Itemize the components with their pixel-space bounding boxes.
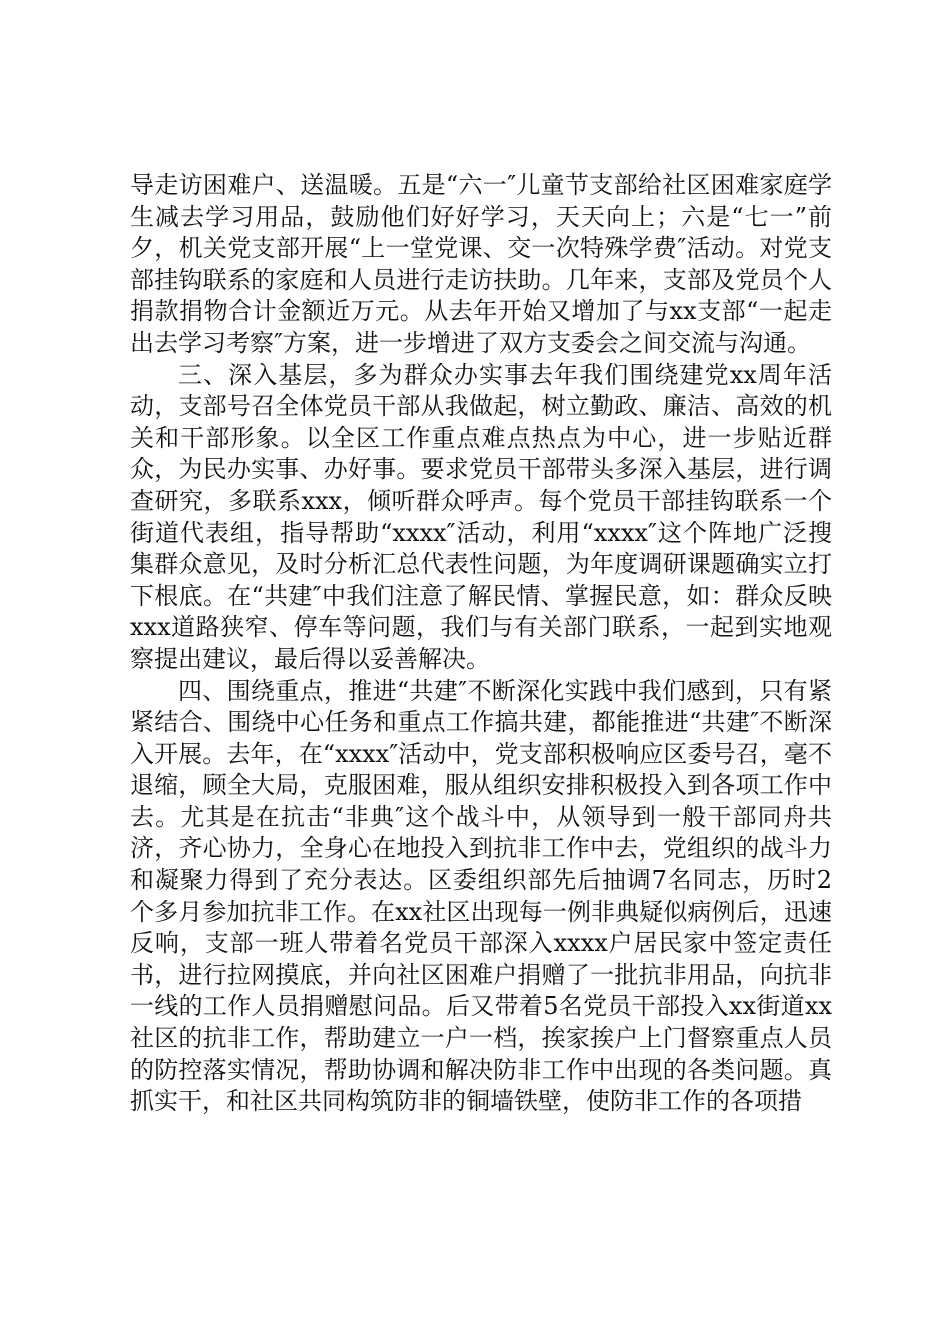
document-body (130, 170, 832, 1118)
paragraph-continuation: 导走访困难户、送温暖。五是“六一″儿童节支部给社区困难家庭学生减去学习用品，鼓励他们好好学习，天天向上；六是“七一”前夕，机关党支部开展“上一堂党课、交一次特殊学费″活动。对党支部挂钩联系的家庭和人员进行走访扶助。几年来，支部及党员个人捐款捐物合计金额近万元。从去年开始又增加了与xx支部“一起走出去学习考察″方案，进一步增进了双方支委会之间交流与沟通。 (130, 171, 832, 357)
paragraph-section-three: 三、深入基层，多为群众办实事去年我们围绕建党xx周年活动，支部号召全体党员干部从我做起，树立勤政、廉洁、高效的机关和干部形象。以全区工作重点难点热点为中心，进一步贴近群众，为民办实事、办好事。要求党员干部带头多深入基层，进行调查研究，多联系xxx，倾听群众呼声。每个党员干部挂钩联系一个街道代表组，指导帮助“xxxx″活动，利用“xxxx″这个阵地广泛搜集群众意见，及时分析汇总代表性问题，为年度调研课题确实立打下根底。在“共建″中我们注意了解民情、掌握民意，如：群众反映xxx道路狭窄、停车等问题，我们与有关部门联系，一起到实地观察提出建议，最后得以妥善解决。 (130, 360, 832, 673)
paragraph-section-four: 四、围绕重点，推进“共建″不断深化实践中我们感到，只有紧紧结合、围绕中心任务和重点工作搞共建，都能推进“共建″不断深入开展。去年，在“xxxx″活动中，党支部积极响应区委号召，毫不退缩，顾全大局，克服困难，服从组织安排积极投入到各项工作中去。尤其是在抗击“非典″这个战斗中，从领导到一般干部同舟共济，齐心协力，全身心在地投入到抗非工作中去，党组织的战斗力和凝聚力得到了充分表达。区委组织部先后抽调7名同志，历时2个多月参加抗非工作。在xx社区出现每一例非典疑似病例后，迅速反响，支部一班人带着名党员干部深入xxxx户居民家中签定责任书，进行拉网摸底，并向社区困难户捐赠了一批抗非用品，向抗非一线的工作人员捐赠慰问品。后又带着5名党员干部投入xx街道xx社区的抗非工作，帮助建立一户一档，挨家挨户上门督察重点人员的防控落实情况，帮助协调和解决防非工作中出现的各类问题。真抓实干，和社区共同构筑防非的铜墙铁壁，使防非工作的各项措 (130, 676, 832, 1116)
